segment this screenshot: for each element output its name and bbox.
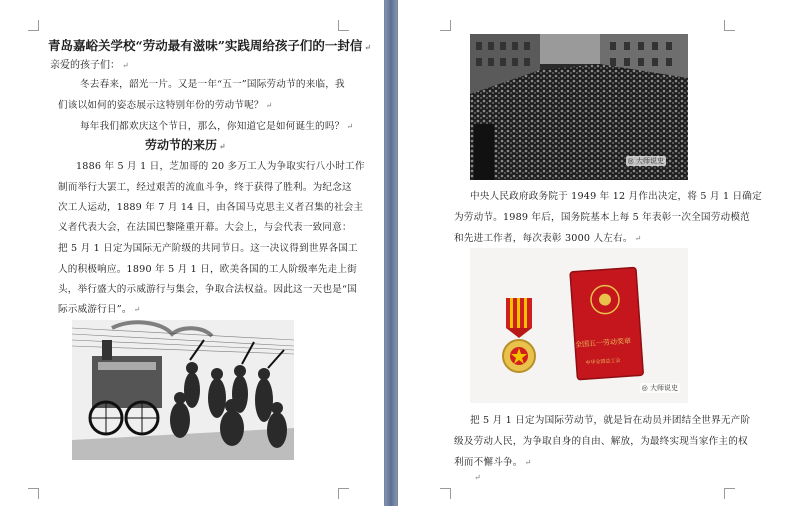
crop-mark <box>724 20 735 31</box>
letter-title: 青岛嘉峪关学校“劳动最有滋味”实践周给孩子们的一封信 ↵ <box>48 38 372 53</box>
crop-mark <box>28 20 39 31</box>
labor-medal-photo <box>470 248 688 403</box>
page-gutter <box>384 0 398 506</box>
paragraph-line: 把 5 月 1 日定为国际劳动节，就是旨在动员并团结全世界无产阶 <box>470 415 751 426</box>
section-heading: 劳动节的来历 ↵ <box>145 138 226 152</box>
paragraph-line: 利而不懈斗争。 ↵ <box>454 457 532 468</box>
crop-mark <box>338 20 349 31</box>
crop-mark <box>338 488 349 499</box>
strike-engraving-image <box>72 320 294 460</box>
history-line: 把 5 月 1 日定为国际无产阶级的共同节日。这一决议得到世界各国工 <box>58 243 358 254</box>
crop-mark <box>440 20 451 31</box>
history-line: 义者代表大会，在法国巴黎隆重开幕。大会上，与会代表一致同意： <box>58 222 352 233</box>
medal-box-label: 全国五一劳动奖章 <box>574 337 632 349</box>
intro-line: 冬去春来，韶光一片。又是一年“五一”国际劳动节的来临，我 <box>80 79 345 90</box>
history-line: 头，举行盛大的示威游行与集会，争取合法权益。因此这一天也是“国 <box>58 284 357 295</box>
crop-mark <box>28 488 39 499</box>
history-line: 际示威游行日”。 ↵ <box>58 304 141 315</box>
history-line: 人的积极响应。1890 年 5 月 1 日，欧美各国的工人阶级率先走上街 <box>58 264 357 275</box>
document-page-left[interactable] <box>0 0 384 506</box>
history-line: 制而举行大罢工，经过艰苦的流血斗争，终于获得了胜利。为纪念这 <box>58 182 352 193</box>
paragraph-line: 中央人民政府政务院于 1949 年 12 月作出决定，将 5 月 1 日确定 <box>470 191 762 202</box>
intro-line: 们该以如何的姿态展示这特别年份的劳动节呢？ ↵ <box>58 100 273 111</box>
watermark: ◎ 大师说史 <box>641 384 678 392</box>
document-page-right[interactable] <box>398 0 788 506</box>
history-line: 次工人运动，1889 年 7 月 14 日，由各国马克思主义者召集的社会主 <box>58 202 364 213</box>
crop-mark <box>440 488 451 499</box>
empty-paragraph-mark: ↵ <box>474 473 481 482</box>
greeting: 亲爱的孩子们： ↵ <box>50 60 129 71</box>
paragraph-line: 和先进工作者，每次表彰 3000 人左右。 ↵ <box>454 233 642 244</box>
crop-mark <box>724 488 735 499</box>
paragraph-line: 为劳动节。1989 年后，国务院基本上每 5 年表彰一次全国劳动模范 <box>454 212 750 223</box>
watermark: ◎ 大师说史 <box>627 157 664 165</box>
medal-box-small-label: 中华全国总工会 <box>585 357 621 367</box>
may-day-crowd-photo <box>470 34 688 180</box>
history-line: 1886 年 5 月 1 日，芝加哥的 20 多万工人为争取实行八小时工作 <box>76 161 365 172</box>
paragraph-line: 级及劳动人民，为争取自身的自由、解放，为最终实现当家作主的权 <box>454 436 748 447</box>
question-line: 每年我们都欢庆这个节日，那么，你知道它是如何诞生的吗？ ↵ <box>80 121 354 132</box>
